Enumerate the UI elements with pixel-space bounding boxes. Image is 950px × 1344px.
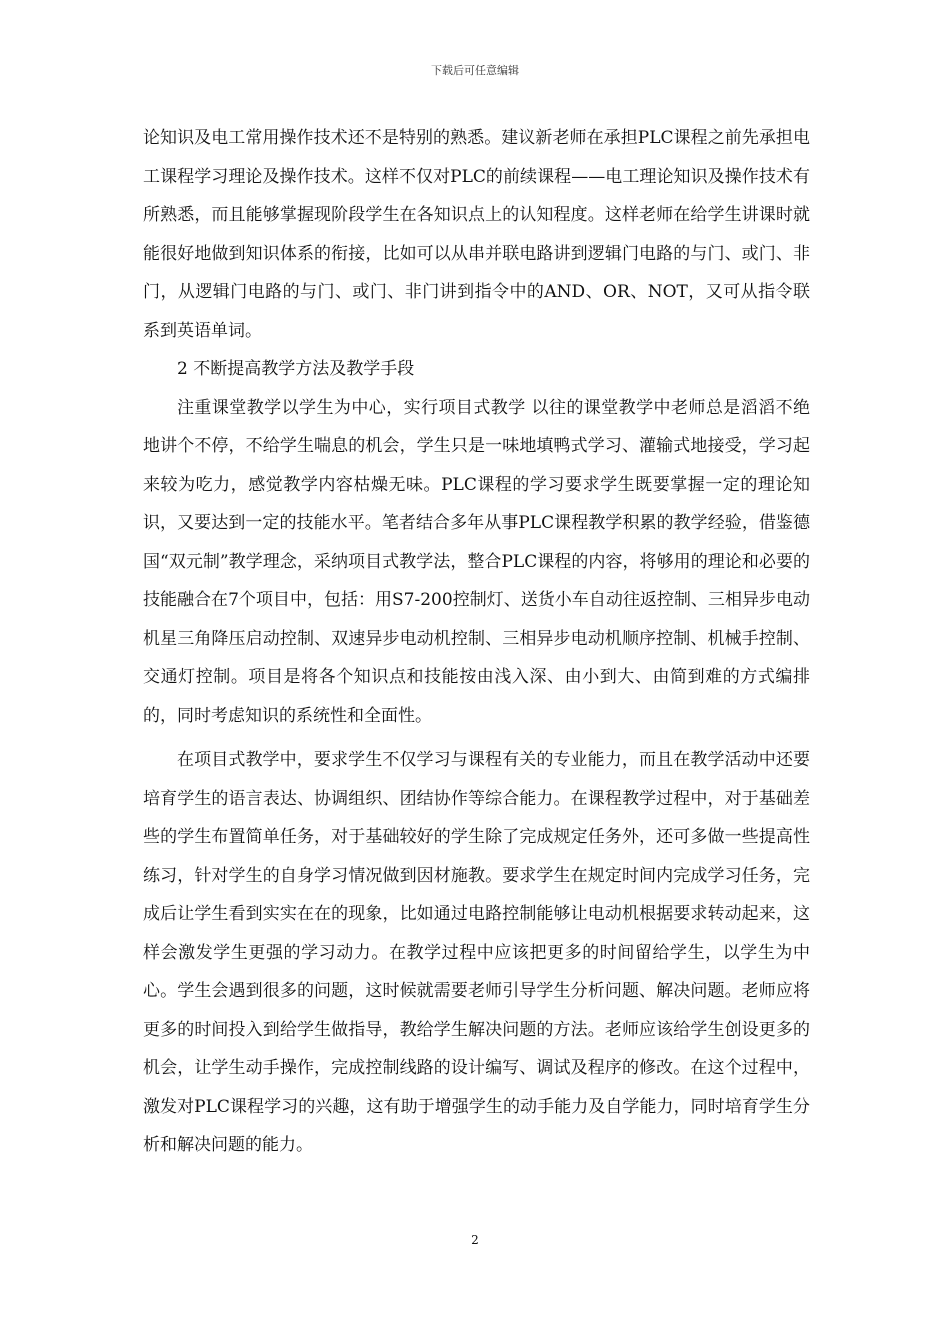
page-header: 下载后可任意编辑 [431, 64, 519, 77]
paragraph-continuation: 论知识及电工常用操作技术还不是特别的熟悉。建议新老师在承担PLC课程之前先承担电工课程学习理论及操作技术。这样不仅对PLC的前续课程——电工理论知识及操作技术有所熟悉，而且能够掌握现阶段学生在各知识点上的认知程度。这样老师在给学生讲课时就能很好地做到知识体系的衔接，比如可以从串并联电路讲到逻辑门电路的与门、或门、非门，从逻辑门电路的与门、或门、非门讲到指令中的AND、OR、NOT，又可从指令联系到英语单词。 [143, 128, 810, 341]
section-heading: 2 不断提高教学方法及教学手段 [177, 359, 415, 379]
page-number: 2 [471, 1233, 479, 1247]
paragraph-project-teaching: 注重课堂教学以学生为中心，实行项目式教学 以往的课堂教学中老师总是滔滔不绝地讲个不停，不给学生喘息的机会，学生只是一味地填鸭式学习、灌输式地接受，学习起来较为吃力，感觉教学内容枯燥无味。PLC课程的学习要求学生既要掌握一定的理论知识，又要达到一定的技能水平。笔者结合多年从事PLC课程教学积累的教学经验，借鉴德国“双元制”教学理念，采纳项目式教学法，整合PLC课程的内容，将够用的理论和必要的技能融合在7个项目中，包括：用S7-200控制灯、送货小车自动往返控制、三相异步电动机星三角降压启动控制、双速异步电动机控制、三相异步电动机顺序控制、机械手控制、交通灯控制。项目是将各个知识点和技能按由浅入深、由小到大、由简到难的方式编排的，同时考虑知识的系统性和全面性。 [143, 397, 810, 726]
paragraph-student-centered: 在项目式教学中，要求学生不仅学习与课程有关的专业能力，而且在教学活动中还要培育学生的语言表达、协调组织、团结协作等综合能力。在课程教学过程中，对于基础差些的学生布置简单任务，对于基础较好的学生除了完成规定任务外，还可多做一些提高性练习，针对学生的自身学习情况做到因材施教。要求学生在规定时间内完成学习任务，完成后让学生看到实实在在的现象，比如通过电路控制能够让电动机根据要求转动起来，这样会激发学生更强的学习动力。在教学过程中应该把更多的时间留给学生，以学生为中心。学生会遇到很多的问题，这时候就需要老师引导学生分析问题、解决问题。老师应将更多的时间投入到给学生做指导，教给学生解决问题的方法。老师应该给学生创设更多的机会，让学生动手操作，完成控制线路的设计编写、调试及程序的修改。在这个过程中，激发对PLC课程学习的兴趣，这有助于增强学生的动手能力及自学能力，同时培育学生分析和解决问题的能力。 [143, 750, 810, 1155]
document-body [143, 119, 810, 1165]
